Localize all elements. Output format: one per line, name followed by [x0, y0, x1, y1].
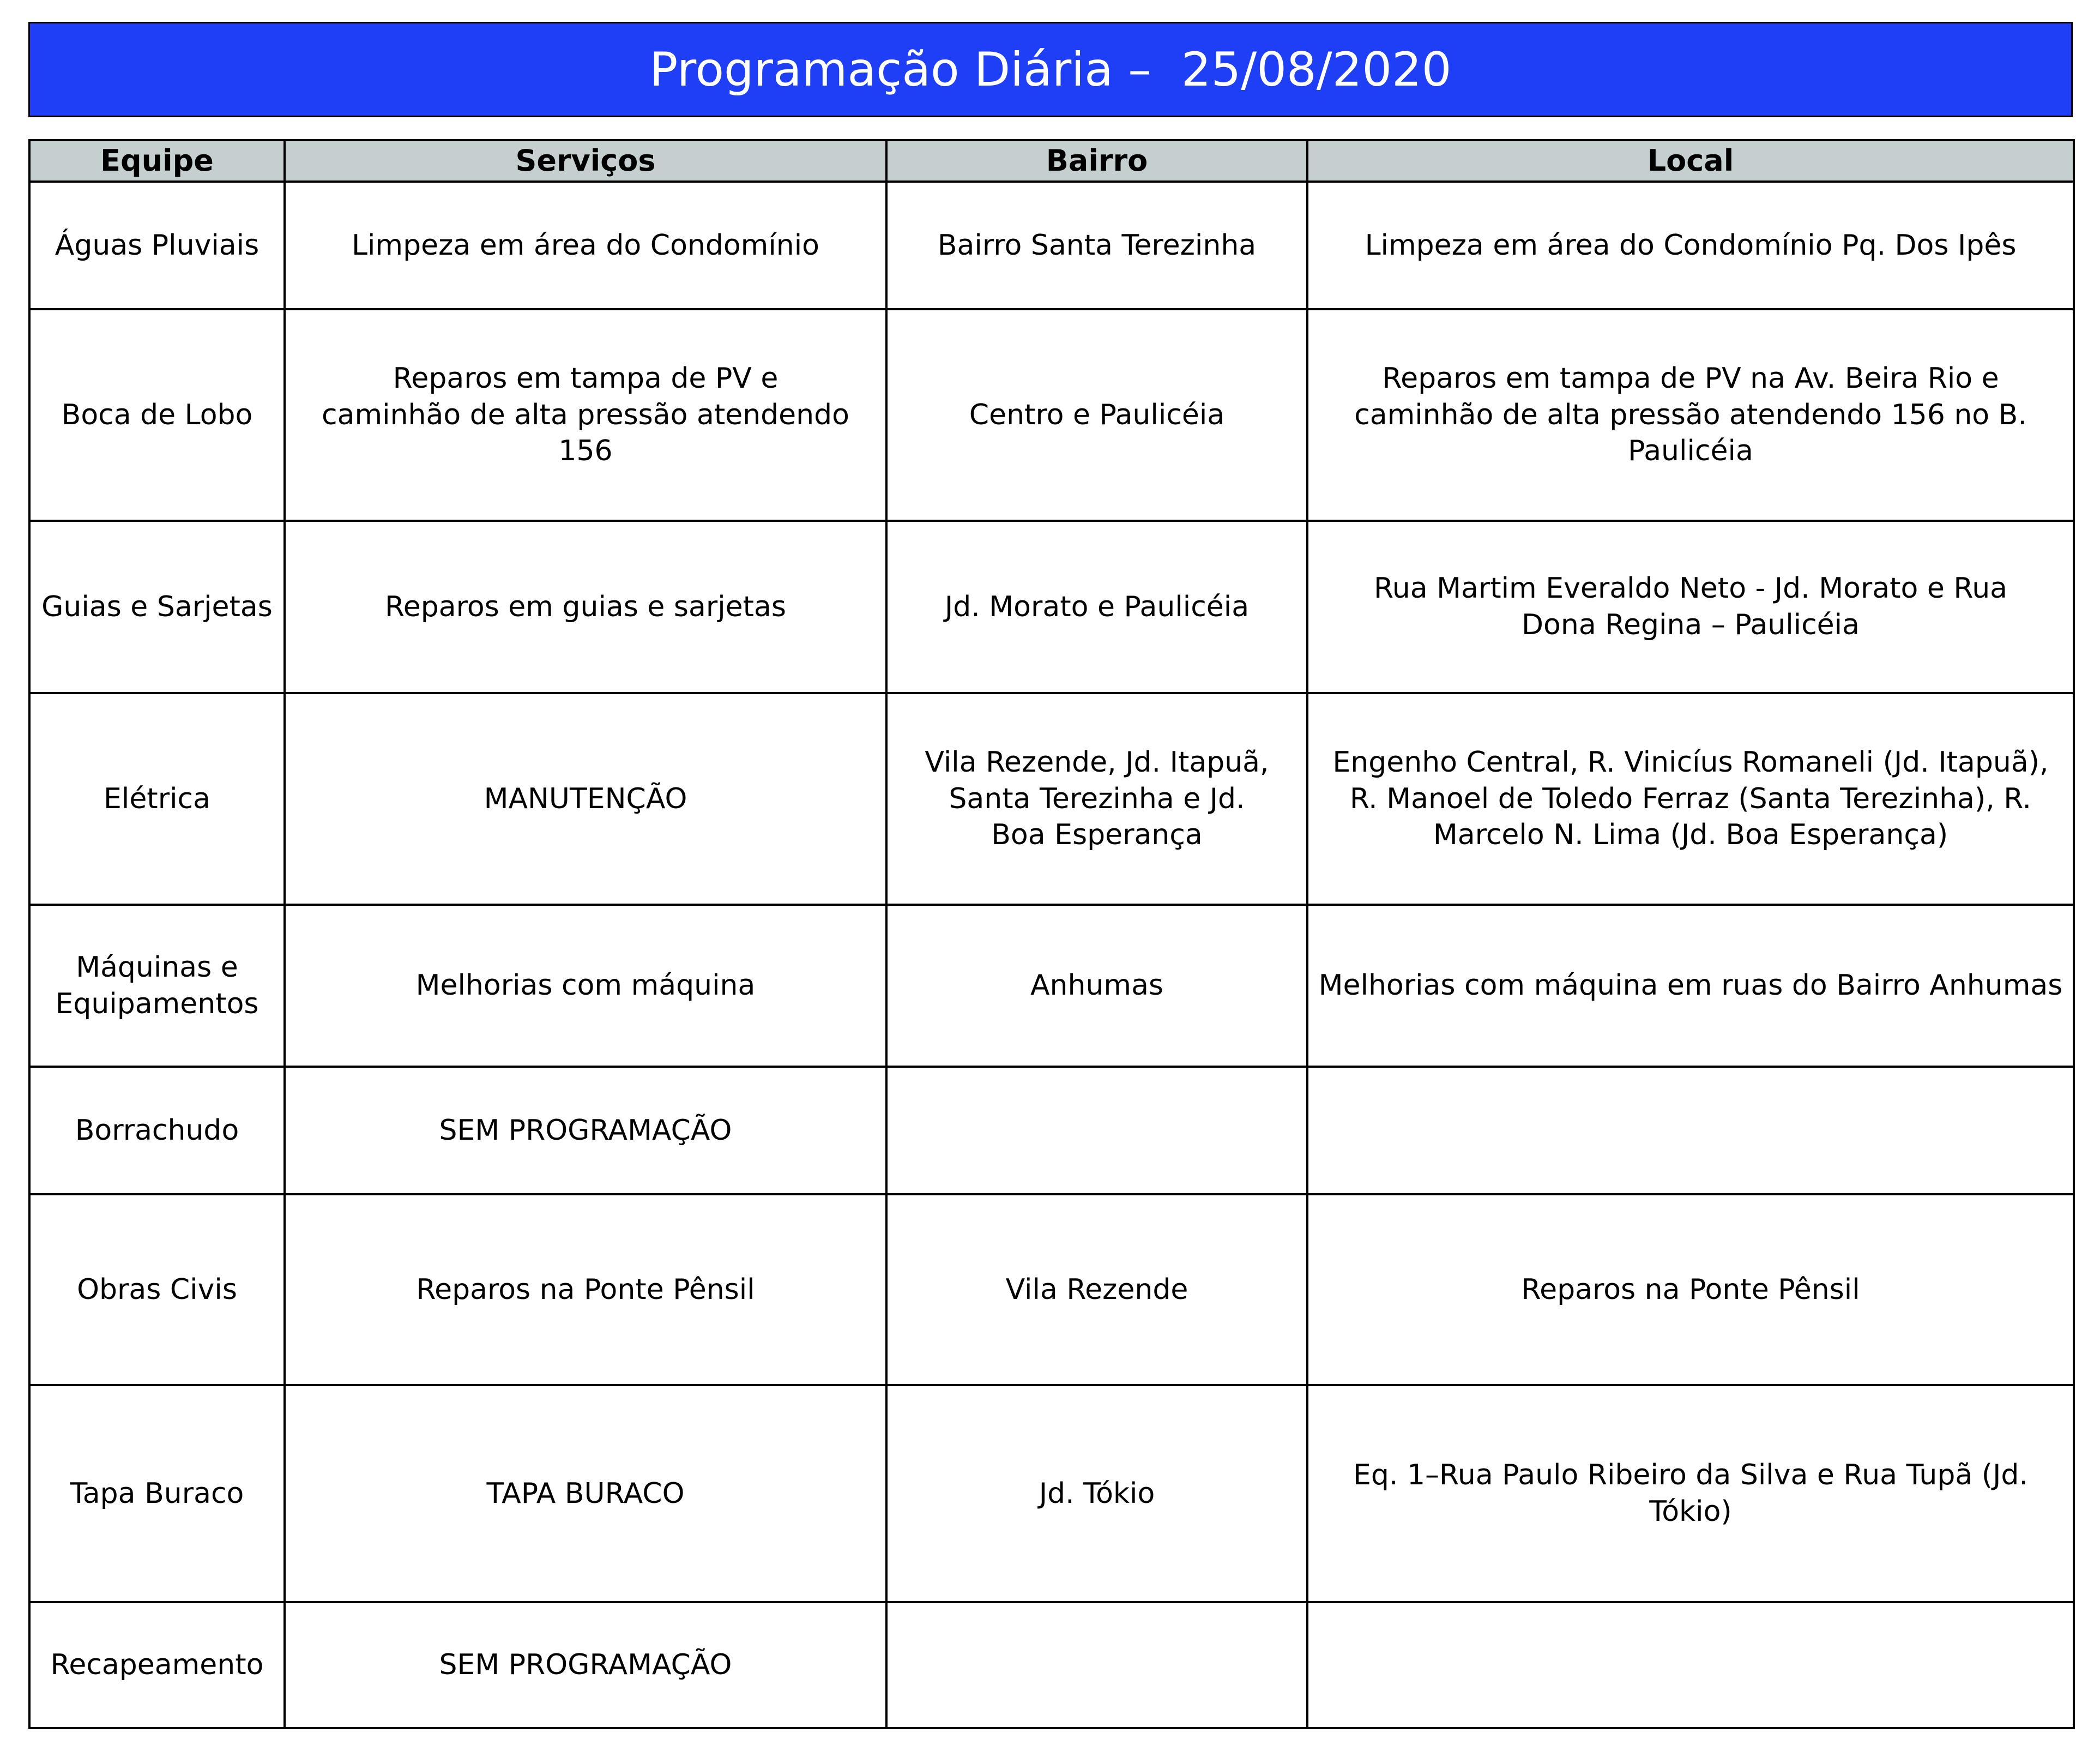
- cell-text: Elétrica: [104, 782, 210, 815]
- cell-servicos: [285, 521, 886, 693]
- cell-text: Limpeza em área do Condomínio Pq. Dos Ipês: [1365, 228, 2017, 262]
- cell-text: Guias e Sarjetas: [41, 590, 273, 623]
- cell-bairro: [886, 1602, 1307, 1728]
- cell-text: MANUTENÇÃO: [484, 782, 687, 815]
- cell-text: Bairro Santa Terezinha: [937, 228, 1257, 262]
- cell-servicos: [285, 693, 886, 905]
- cell-local: [1307, 1385, 2074, 1602]
- cell-equipe: [29, 1602, 285, 1728]
- cell-text: Vila Rezende: [1005, 1273, 1188, 1306]
- cell-text: Reparos em tampa de PV na Av. Beira Rio e caminhão de alta pressão atendendo 156 no B. Paulicéia: [1354, 362, 2027, 468]
- cell-equipe: [29, 1194, 285, 1385]
- cell-servicos: [285, 182, 886, 309]
- cell-servicos: [285, 905, 886, 1067]
- cell-local: [1307, 905, 2074, 1067]
- cell-servicos: [285, 1194, 886, 1385]
- cell-text: Tapa Buraco: [70, 1477, 244, 1510]
- cell-text: Jd. Tókio: [1039, 1477, 1155, 1510]
- cell-servicos: [285, 1602, 886, 1728]
- table-row: [29, 182, 2074, 309]
- schedule-table: [28, 139, 2075, 1729]
- cell-equipe: [29, 521, 285, 693]
- cell-text: Boca de Lobo: [61, 398, 253, 431]
- cell-text: Obras Civis: [77, 1273, 237, 1306]
- table-row: [29, 521, 2074, 693]
- cell-bairro: [886, 309, 1307, 521]
- cell-bairro: [886, 1067, 1307, 1194]
- table-row: [29, 1194, 2074, 1385]
- cell-equipe: [29, 182, 285, 309]
- table-row: [29, 1067, 2074, 1194]
- cell-text: SEM PROGRAMAÇÃO: [439, 1114, 732, 1147]
- cell-local: [1307, 693, 2074, 905]
- cell-bairro: [886, 905, 1307, 1067]
- page-title: Programação Diária – 25/08/2020: [649, 42, 1452, 97]
- cell-text: Reparos em tampa de PV e caminhão de alta pressão atendendo 156: [322, 362, 849, 468]
- column-header-local: Local: [1307, 140, 2074, 182]
- title-bar: [28, 22, 2073, 117]
- cell-local: [1307, 1067, 2074, 1194]
- cell-local: [1307, 182, 2074, 309]
- cell-equipe: [29, 1067, 285, 1194]
- cell-text: Vila Rezende, Jd. Itapuã, Santa Terezinha e Jd. Boa Esperança: [925, 746, 1269, 852]
- table-row: [29, 1385, 2074, 1602]
- cell-servicos: [285, 309, 886, 521]
- cell-text: Reparos em guias e sarjetas: [384, 590, 787, 623]
- column-header-servicos: Serviços: [285, 140, 886, 182]
- cell-local: [1307, 309, 2074, 521]
- cell-text: SEM PROGRAMAÇÃO: [439, 1648, 732, 1682]
- cell-equipe: [29, 905, 285, 1067]
- cell-servicos: [285, 1067, 886, 1194]
- cell-text: Anhumas: [1030, 969, 1164, 1002]
- cell-local: [1307, 521, 2074, 693]
- cell-bairro: [886, 1194, 1307, 1385]
- cell-text: Limpeza em área do Condomínio: [352, 228, 819, 262]
- cell-local: [1307, 1602, 2074, 1728]
- column-header-equipe: Equipe: [29, 140, 285, 182]
- cell-bairro: [886, 521, 1307, 693]
- table-row: [29, 1602, 2074, 1728]
- cell-text: Centro e Paulicéia: [969, 398, 1225, 431]
- cell-text: Reparos na Ponte Pênsil: [416, 1273, 755, 1306]
- cell-text: Jd. Morato e Paulicéia: [944, 590, 1250, 623]
- cell-text: Reparos na Ponte Pênsil: [1521, 1273, 1860, 1306]
- cell-equipe: [29, 693, 285, 905]
- cell-text: Águas Pluviais: [55, 228, 260, 262]
- cell-bairro: [886, 693, 1307, 905]
- column-header-bairro: Bairro: [886, 140, 1307, 182]
- cell-equipe: [29, 309, 285, 521]
- table-row: [29, 309, 2074, 521]
- cell-text: TAPA BURACO: [486, 1477, 685, 1510]
- cell-equipe: [29, 1385, 285, 1602]
- cell-text: Recapeamento: [50, 1648, 264, 1682]
- cell-bairro: [886, 1385, 1307, 1602]
- cell-text: Melhorias com máquina: [415, 969, 756, 1002]
- cell-text: Melhorias com máquina em ruas do Bairro Anhumas: [1318, 969, 2063, 1002]
- table-row: [29, 693, 2074, 905]
- cell-text: Máquinas e Equipamentos: [55, 950, 259, 1020]
- cell-text: Borrachudo: [75, 1114, 239, 1147]
- header-row: [29, 140, 2074, 182]
- cell-servicos: [285, 1385, 886, 1602]
- table-row: [29, 905, 2074, 1067]
- cell-text: Eq. 1–Rua Paulo Ribeiro da Silva e Rua Tupã (Jd. Tókio): [1353, 1459, 2028, 1528]
- cell-local: [1307, 1194, 2074, 1385]
- cell-bairro: [886, 182, 1307, 309]
- cell-text: Engenho Central, R. Vinicíus Romaneli (Jd. Itapuã), R. Manoel de Toledo Ferraz (Santa Terezinha), R. Marcelo N. Lima (Jd. Boa Esperança): [1332, 746, 2049, 852]
- cell-text: Rua Martim Everaldo Neto - Jd. Morato e Rua Dona Regina – Paulicéia: [1373, 572, 2008, 641]
